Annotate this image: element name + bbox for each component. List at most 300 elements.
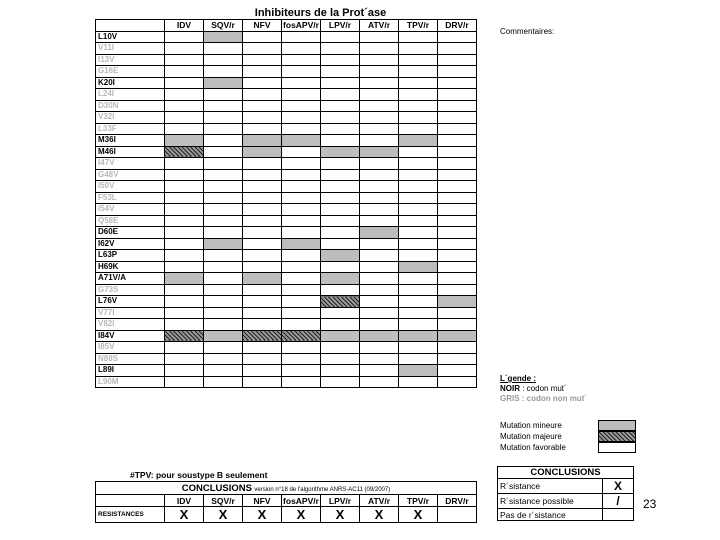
- grid-cell: [282, 112, 321, 124]
- mutation-label: L89I: [96, 365, 165, 377]
- grid-cell: [399, 376, 438, 388]
- grid-cell: [438, 284, 477, 296]
- grid-cell: [282, 100, 321, 112]
- column-header: IDV: [165, 20, 204, 32]
- grid-cell: [243, 227, 282, 239]
- grid-cell: [438, 261, 477, 273]
- major-mutation-cell: [282, 330, 321, 342]
- minor-mutation-cell: [321, 330, 360, 342]
- grid-cell: [204, 192, 243, 204]
- grid-cell: [321, 31, 360, 43]
- grid-cell: [282, 192, 321, 204]
- grid-cell: [321, 192, 360, 204]
- grid-cell: [204, 43, 243, 55]
- grid-cell: [360, 296, 399, 308]
- major-swatch: [598, 431, 636, 442]
- grid-cell: [360, 284, 399, 296]
- minor-mutation-cell: [204, 330, 243, 342]
- conclusion-column-header: IDV: [165, 495, 204, 507]
- grid-cell: [243, 319, 282, 331]
- grid-cell: [165, 89, 204, 101]
- mutation-row: [96, 43, 477, 55]
- mutation-label: D30N: [96, 100, 165, 112]
- grid-cell: [321, 204, 360, 216]
- results-box: [497, 466, 634, 521]
- minor-mutation-cell: [204, 238, 243, 250]
- grid-cell: [438, 66, 477, 78]
- mutation-row: [96, 273, 477, 285]
- comment-label: Commentaires:: [500, 27, 555, 36]
- mutation-row: [96, 307, 477, 319]
- mutation-row: [96, 123, 477, 135]
- grid-cell: [282, 250, 321, 262]
- grid-cell: [360, 169, 399, 181]
- mutation-label: V82I: [96, 319, 165, 331]
- mutation-label: I85V: [96, 342, 165, 354]
- resistance-mark: X: [165, 507, 204, 523]
- page-number: 23: [643, 497, 657, 511]
- grid-cell: [282, 31, 321, 43]
- key-major-label: Mutation majeure: [500, 432, 562, 441]
- grid-cell: [243, 43, 282, 55]
- conclusions-table: [95, 481, 477, 523]
- grid-cell: [165, 342, 204, 354]
- grid-cell: [204, 284, 243, 296]
- mutation-label: H69K: [96, 261, 165, 273]
- grid-cell: [321, 238, 360, 250]
- grid-cell: [360, 376, 399, 388]
- column-header: DRV/r: [438, 20, 477, 32]
- mutation-row: [96, 169, 477, 181]
- grid-cell: [321, 77, 360, 89]
- grid-cell: [399, 319, 438, 331]
- mutation-row: [96, 192, 477, 204]
- grid-cell: [243, 66, 282, 78]
- grid-cell: [165, 66, 204, 78]
- column-header: NFV: [243, 20, 282, 32]
- grid-cell: [360, 77, 399, 89]
- minor-mutation-cell: [204, 77, 243, 89]
- grid-cell: [399, 250, 438, 262]
- grid-cell: [360, 181, 399, 193]
- grid-cell: [399, 284, 438, 296]
- major-mutation-cell: [243, 330, 282, 342]
- grid-cell: [399, 238, 438, 250]
- minor-mutation-cell: [321, 273, 360, 285]
- grid-cell: [204, 227, 243, 239]
- grid-cell: [243, 215, 282, 227]
- grid-cell: [165, 100, 204, 112]
- minor-mutation-cell: [165, 273, 204, 285]
- grid-cell: [438, 123, 477, 135]
- grid-cell: [438, 365, 477, 377]
- grid-cell: [321, 112, 360, 124]
- grid-cell: [321, 135, 360, 147]
- minor-mutation-cell: [204, 31, 243, 43]
- mutation-row: [96, 204, 477, 216]
- mutation-label: V77I: [96, 307, 165, 319]
- grid-cell: [282, 123, 321, 135]
- mutation-label: G48V: [96, 169, 165, 181]
- mutation-row: [96, 89, 477, 101]
- mutation-row: [96, 54, 477, 66]
- grid-cell: [399, 66, 438, 78]
- grid-cell: [282, 54, 321, 66]
- grid-cell: [165, 307, 204, 319]
- grid-cell: [360, 66, 399, 78]
- grid-cell: [282, 89, 321, 101]
- conclusion-column-header: DRV/r: [438, 495, 477, 507]
- resistance-mark: X: [321, 507, 360, 523]
- grid-cell: [321, 43, 360, 55]
- mutation-row: [96, 250, 477, 262]
- resistance-mark: X: [204, 507, 243, 523]
- grid-cell: [438, 169, 477, 181]
- grid-cell: [438, 273, 477, 285]
- conclusion-column-header: ATV/r: [360, 495, 399, 507]
- legend: [500, 374, 587, 404]
- page-title: Inhibiteurs de la Prot´ase: [165, 6, 477, 20]
- grid-cell: [438, 158, 477, 170]
- grid-cell: [438, 342, 477, 354]
- minor-mutation-cell: [399, 135, 438, 147]
- minor-mutation-cell: [165, 135, 204, 147]
- grid-cell: [438, 307, 477, 319]
- grid-cell: [321, 54, 360, 66]
- grid-cell: [360, 43, 399, 55]
- mutation-label: L10V: [96, 31, 165, 43]
- grid-cell: [282, 227, 321, 239]
- key-favorable-label: Mutation favorable: [500, 443, 566, 452]
- grid-cell: [438, 204, 477, 216]
- grid-cell: [243, 376, 282, 388]
- grid-cell: [204, 376, 243, 388]
- grid-cell: [165, 181, 204, 193]
- grid-cell: [204, 158, 243, 170]
- mutation-label: G16E: [96, 66, 165, 78]
- grid-cell: [243, 89, 282, 101]
- grid-cell: [282, 319, 321, 331]
- grid-cell: [438, 192, 477, 204]
- grid-cell: [399, 307, 438, 319]
- grid-cell: [360, 365, 399, 377]
- grid-cell: [360, 158, 399, 170]
- grid-cell: [165, 169, 204, 181]
- grid-cell: [204, 169, 243, 181]
- mutation-label: L33F: [96, 123, 165, 135]
- mutation-label: I50V: [96, 181, 165, 193]
- grid-cell: [243, 100, 282, 112]
- grid-cell: [282, 169, 321, 181]
- grid-cell: [282, 181, 321, 193]
- grid-cell: [360, 353, 399, 365]
- grid-cell: [204, 307, 243, 319]
- grid-cell: [204, 100, 243, 112]
- mutation-label: I62V: [96, 238, 165, 250]
- grid-cell: [243, 169, 282, 181]
- results-title: CONCLUSIONS: [498, 467, 634, 479]
- grid-cell: [165, 158, 204, 170]
- mutation-row: [96, 376, 477, 388]
- grid-cell: [399, 31, 438, 43]
- grid-cell: [204, 250, 243, 262]
- mutation-row: [96, 100, 477, 112]
- grid-cell: [165, 250, 204, 262]
- minor-mutation-cell: [360, 330, 399, 342]
- resistance-mark: X: [243, 507, 282, 523]
- mutation-key: [500, 420, 636, 453]
- grid-cell: [360, 135, 399, 147]
- mutation-row: [96, 238, 477, 250]
- grid-cell: [282, 146, 321, 158]
- grid-cell: [165, 123, 204, 135]
- grid-cell: [438, 227, 477, 239]
- grid-cell: [438, 353, 477, 365]
- grid-cell: [438, 376, 477, 388]
- grid-cell: [399, 112, 438, 124]
- mutation-row: [96, 353, 477, 365]
- column-header: ATV/r: [360, 20, 399, 32]
- resistance-mark: X: [399, 507, 438, 523]
- mutation-label: I13V: [96, 54, 165, 66]
- mutation-row: [96, 261, 477, 273]
- grid-cell: [165, 365, 204, 377]
- grid-cell: [321, 123, 360, 135]
- grid-cell: [282, 296, 321, 308]
- result-label: R´sistance possible: [498, 494, 603, 509]
- minor-mutation-cell: [438, 296, 477, 308]
- grid-cell: [282, 284, 321, 296]
- grid-cell: [204, 123, 243, 135]
- result-symbol: X: [603, 479, 634, 494]
- grid-cell: [360, 54, 399, 66]
- grid-cell: [165, 215, 204, 227]
- grid-cell: [204, 135, 243, 147]
- grid-cell: [438, 89, 477, 101]
- grid-cell: [438, 43, 477, 55]
- grid-cell: [282, 261, 321, 273]
- grid-cell: [243, 123, 282, 135]
- grid-cell: [282, 66, 321, 78]
- grid-cell: [243, 181, 282, 193]
- grid-cell: [282, 353, 321, 365]
- grid-cell: [204, 353, 243, 365]
- grid-cell: [399, 353, 438, 365]
- mutation-row: [96, 158, 477, 170]
- resistances-label: RESISTANCES: [96, 507, 165, 523]
- tpv-note: #TPV: pour soustype B seulement: [130, 470, 268, 480]
- key-minor-label: Mutation mineure: [500, 421, 562, 430]
- mutation-row: [96, 112, 477, 124]
- grid-cell: [282, 215, 321, 227]
- mutation-row: [96, 330, 477, 342]
- grid-cell: [321, 365, 360, 377]
- grid-cell: [321, 89, 360, 101]
- grid-cell: [243, 77, 282, 89]
- grid-cell: [243, 296, 282, 308]
- grid-cell: [399, 169, 438, 181]
- minor-mutation-cell: [399, 365, 438, 377]
- grid-cell: [204, 54, 243, 66]
- grid-cell: [399, 146, 438, 158]
- grid-cell: [360, 238, 399, 250]
- mutation-label: L24I: [96, 89, 165, 101]
- grid-cell: [399, 100, 438, 112]
- grid-cell: [438, 77, 477, 89]
- grid-cell: [165, 296, 204, 308]
- grid-cell: [438, 31, 477, 43]
- mutation-label: V11I: [96, 43, 165, 55]
- grid-cell: [321, 376, 360, 388]
- resistance-mark: X: [282, 507, 321, 523]
- grid-cell: [165, 31, 204, 43]
- mutation-row: [96, 77, 477, 89]
- grid-cell: [438, 319, 477, 331]
- grid-cell: [321, 227, 360, 239]
- algorithm-version: version n°18 de l'algorithme ANRS-AC11 (09/2007): [254, 486, 391, 493]
- mutation-row: [96, 215, 477, 227]
- grid-cell: [243, 54, 282, 66]
- mutation-label: L63P: [96, 250, 165, 262]
- grid-cell: [204, 89, 243, 101]
- grid-cell: [204, 66, 243, 78]
- grid-cell: [165, 284, 204, 296]
- grid-cell: [321, 353, 360, 365]
- grid-cell: [399, 227, 438, 239]
- minor-mutation-cell: [399, 261, 438, 273]
- grid-cell: [360, 342, 399, 354]
- grid-cell: [204, 319, 243, 331]
- grid-cell: [399, 158, 438, 170]
- grid-cell: [282, 204, 321, 216]
- grid-cell: [360, 192, 399, 204]
- minor-mutation-cell: [360, 146, 399, 158]
- grid-cell: [438, 112, 477, 124]
- grid-cell: [321, 100, 360, 112]
- grid-cell: [165, 112, 204, 124]
- minor-mutation-cell: [282, 135, 321, 147]
- mutation-row: [96, 342, 477, 354]
- mutation-row: [96, 227, 477, 239]
- mutation-row: [96, 66, 477, 78]
- resistance-mark: X: [360, 507, 399, 523]
- grid-cell: [321, 319, 360, 331]
- grid-cell: [165, 43, 204, 55]
- grid-cell: [243, 261, 282, 273]
- grid-cell: [360, 273, 399, 285]
- grid-cell: [165, 54, 204, 66]
- conclusion-column-header: LPV/r: [321, 495, 360, 507]
- grid-cell: [243, 112, 282, 124]
- mutation-row: [96, 146, 477, 158]
- column-header: fosAPV/r: [283, 20, 319, 31]
- grid-cell: [399, 204, 438, 216]
- legend-black-text: : codon mut´: [520, 384, 567, 393]
- grid-cell: [399, 123, 438, 135]
- grid-cell: [360, 204, 399, 216]
- grid-cell: [204, 296, 243, 308]
- legend-title: L´gende :: [500, 374, 536, 383]
- grid-cell: [165, 227, 204, 239]
- grid-cell: [243, 307, 282, 319]
- grid-cell: [243, 238, 282, 250]
- grid-cell: [438, 54, 477, 66]
- grid-cell: [204, 273, 243, 285]
- column-header: LPV/r: [321, 20, 360, 32]
- grid-cell: [243, 342, 282, 354]
- mutation-label: D60E: [96, 227, 165, 239]
- grid-cell: [321, 215, 360, 227]
- mutation-grid: [95, 6, 477, 388]
- mutation-label: A71V/A: [96, 273, 165, 285]
- grid-cell: [165, 192, 204, 204]
- mutation-row: [96, 135, 477, 147]
- favorable-swatch: [598, 442, 636, 453]
- grid-cell: [399, 77, 438, 89]
- grid-cell: [204, 365, 243, 377]
- grid-cell: [321, 66, 360, 78]
- grid-cell: [399, 273, 438, 285]
- minor-mutation-cell: [321, 146, 360, 158]
- grid-cell: [165, 77, 204, 89]
- grid-cell: [360, 319, 399, 331]
- legend-gray-text: GRIS : codon non mut´: [500, 394, 588, 403]
- grid-cell: [321, 181, 360, 193]
- grid-cell: [282, 376, 321, 388]
- grid-cell: [438, 250, 477, 262]
- grid-cell: [243, 31, 282, 43]
- mutation-label: L76V: [96, 296, 165, 308]
- grid-cell: [165, 238, 204, 250]
- mutation-label: I54V: [96, 204, 165, 216]
- grid-cell: [204, 112, 243, 124]
- grid-cell: [399, 43, 438, 55]
- mutation-label: I84V: [96, 330, 165, 342]
- minor-mutation-cell: [282, 238, 321, 250]
- mutation-row: [96, 181, 477, 193]
- minor-mutation-cell: [243, 135, 282, 147]
- mutation-label: F53L: [96, 192, 165, 204]
- legend-black-key: NOIR: [500, 384, 520, 393]
- grid-cell: [282, 307, 321, 319]
- grid-cell: [438, 181, 477, 193]
- grid-cell: [360, 89, 399, 101]
- grid-cell: [321, 342, 360, 354]
- major-mutation-cell: [165, 330, 204, 342]
- minor-swatch: [598, 420, 636, 431]
- grid-cell: [438, 238, 477, 250]
- grid-cell: [360, 307, 399, 319]
- grid-cell: [282, 158, 321, 170]
- grid-cell: [321, 261, 360, 273]
- grid-cell: [282, 342, 321, 354]
- grid-cell: [360, 250, 399, 262]
- grid-cell: [360, 123, 399, 135]
- grid-cell: [243, 365, 282, 377]
- grid-cell: [438, 215, 477, 227]
- mutation-label: L90M: [96, 376, 165, 388]
- mutation-row: [96, 365, 477, 377]
- grid-cell: [243, 192, 282, 204]
- mutation-row: [96, 284, 477, 296]
- mutation-row: [96, 319, 477, 331]
- grid-cell: [399, 342, 438, 354]
- grid-cell: [243, 158, 282, 170]
- grid-cell: [399, 192, 438, 204]
- minor-mutation-cell: [399, 330, 438, 342]
- result-symbol: [603, 509, 634, 521]
- grid-cell: [399, 54, 438, 66]
